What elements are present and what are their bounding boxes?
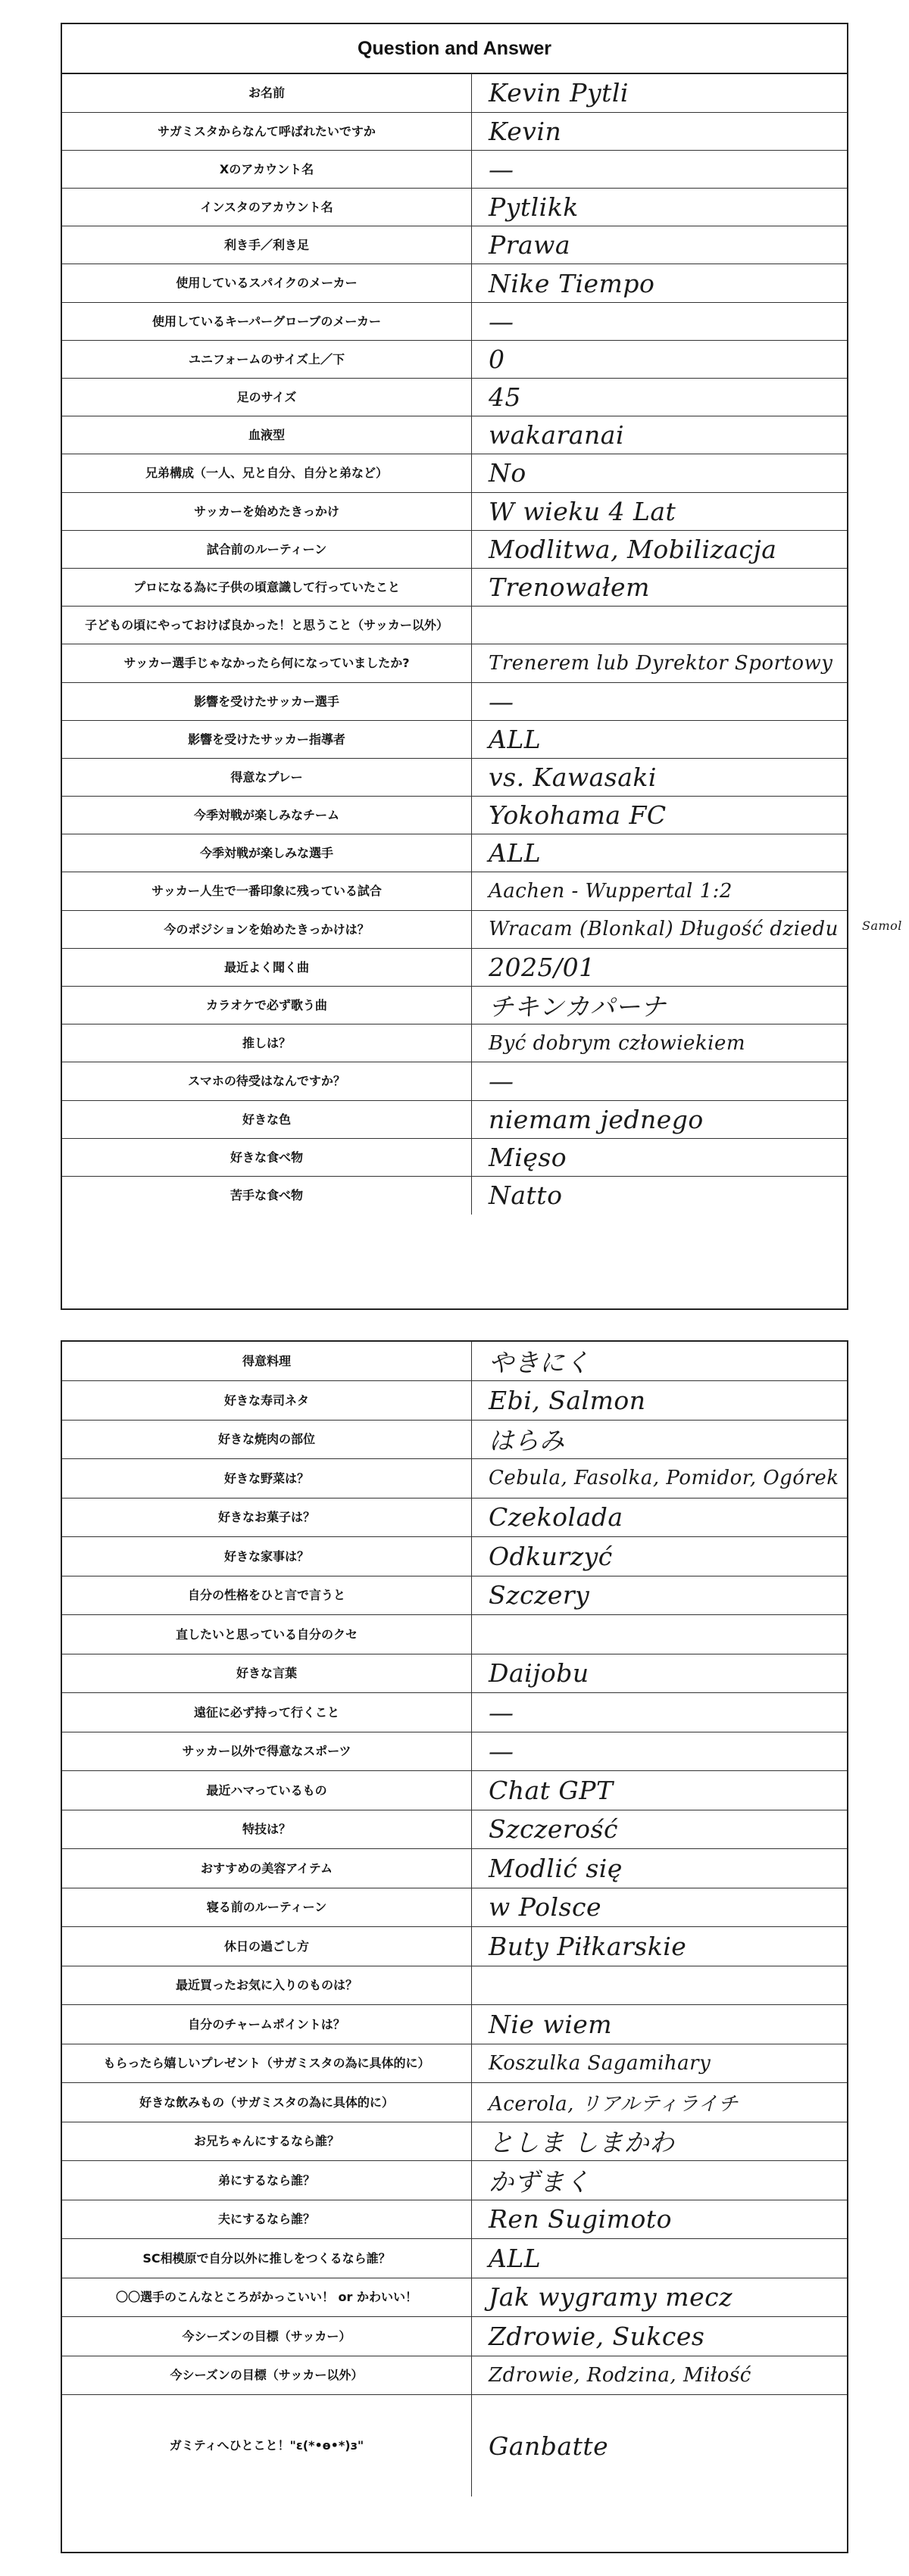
answer-text: チキンカパーナ xyxy=(489,992,667,1022)
qa-row xyxy=(62,720,847,758)
question-label: サッカー以外で得意なスポーツ xyxy=(62,1732,472,1771)
handwritten-answer xyxy=(472,1342,848,1381)
answer-text: 45 xyxy=(489,382,521,413)
qa-row xyxy=(62,2356,847,2395)
qa-row xyxy=(62,1024,847,1062)
question-label: サッカー選手じゃなかったら何になっていましたか? xyxy=(62,644,472,682)
qa-row xyxy=(62,1966,847,2005)
handwritten-answer xyxy=(472,2317,848,2356)
question-label: 血液型 xyxy=(62,416,472,454)
qa-row xyxy=(62,189,847,226)
handwritten-answer xyxy=(472,987,848,1024)
qa-row xyxy=(62,379,847,416)
qa-row xyxy=(62,910,847,948)
qa-row xyxy=(62,454,847,492)
answer-text: Prawa xyxy=(489,230,571,260)
question-label: カラオケで必ず歌う曲 xyxy=(62,987,472,1024)
question-label: 好きな食べ物 xyxy=(62,1138,472,1176)
handwritten-answer xyxy=(472,189,848,226)
qa-row xyxy=(62,758,847,796)
qa-row xyxy=(62,1927,847,1966)
handwritten-answer xyxy=(472,2005,848,2044)
qa-row xyxy=(62,1176,847,1214)
handwritten-answer xyxy=(472,1888,848,1927)
answer-text: — xyxy=(489,306,514,336)
question-label: サガミスタからなんて呼ばれたいですか xyxy=(62,112,472,150)
answer-text: Trenowałem xyxy=(489,572,650,603)
answer-text: Ren Sugimoto xyxy=(489,2204,672,2235)
handwritten-answer xyxy=(472,340,848,378)
question-label: 得意料理 xyxy=(62,1342,472,1381)
handwritten-answer xyxy=(472,1176,848,1214)
handwritten-answer xyxy=(472,720,848,758)
qa-row xyxy=(62,1849,847,1888)
answer-text: Jak wygramy mecz xyxy=(489,2282,733,2312)
question-label: 遠征に必ず持って行くこと xyxy=(62,1693,472,1732)
answer-text: Modlitwa, Mobilizacja xyxy=(489,534,777,564)
answer-text: としま しまかわ xyxy=(489,2128,675,2158)
question-label: 推しは？ xyxy=(62,1024,472,1062)
answer-text: — xyxy=(489,686,514,716)
answer-text: Pytlikk xyxy=(489,192,579,223)
qa-row xyxy=(62,1498,847,1537)
question-label: インスタのアカウント名 xyxy=(62,189,472,226)
question-label: 今シーズンの目標（サッカー） xyxy=(62,2317,472,2356)
question-label: ガミティへひとこと！"ε(*•ө•*)з" xyxy=(62,2395,472,2497)
question-label: 足のサイズ xyxy=(62,379,472,416)
question-label: ユニフォームのサイズ上／下 xyxy=(62,340,472,378)
answer-text: Chat GPT xyxy=(489,1775,614,1805)
answer-text: Kevin Pytli xyxy=(489,78,629,108)
qa-row xyxy=(62,987,847,1024)
handwritten-answer xyxy=(472,797,848,834)
handwritten-answer xyxy=(472,226,848,264)
handwritten-answer xyxy=(472,264,848,302)
handwritten-answer xyxy=(472,834,848,872)
question-label: 休日の過ごし方 xyxy=(62,1927,472,1966)
qa-row xyxy=(62,1654,847,1693)
question-label: お兄ちゃんにするなら誰？ xyxy=(62,2122,472,2161)
form-title: Question and Answer xyxy=(62,24,847,74)
question-label: 使用しているスパイクのメーカー xyxy=(62,264,472,302)
answer-text: Koszulka Sagamihary xyxy=(489,2051,711,2075)
answer-text: ALL xyxy=(489,838,542,869)
answer-overflow-text: Samol xyxy=(862,918,902,933)
handwritten-answer xyxy=(472,1654,848,1693)
qa-row xyxy=(62,607,847,644)
question-label: 自分の性格をひと言で言うと xyxy=(62,1576,472,1615)
question-label: サッカーを始めたきっかけ xyxy=(62,492,472,530)
answer-text: wakaranai xyxy=(489,420,625,451)
qa-row xyxy=(62,530,847,568)
answer-text: — xyxy=(489,1066,514,1096)
handwritten-answer xyxy=(472,948,848,986)
qa-row xyxy=(62,1381,847,1421)
question-label: 好きな焼肉の部位 xyxy=(62,1420,472,1459)
answer-text: Kevin xyxy=(489,116,562,146)
question-label: 好きな色 xyxy=(62,1100,472,1138)
answer-text: Ganbatte xyxy=(489,2431,609,2461)
handwritten-answer xyxy=(472,872,848,910)
qa-row xyxy=(62,492,847,530)
handwritten-answer xyxy=(472,2083,848,2122)
answer-text: Trenerem lub Dyrektor Sportowy xyxy=(489,651,833,675)
question-label: 使用しているキーパーグローブのメーカー xyxy=(62,302,472,340)
question-label: 〇〇選手のこんなところがかっこいい！ or かわいい！ xyxy=(62,2278,472,2317)
qa-row xyxy=(62,1537,847,1576)
handwritten-answer xyxy=(472,2161,848,2200)
answer-text: Daijobu xyxy=(489,1658,589,1689)
qa-row xyxy=(62,150,847,188)
handwritten-answer xyxy=(472,1849,848,1888)
qa-row xyxy=(62,112,847,150)
handwritten-answer xyxy=(472,2200,848,2239)
question-label: 得意なプレー xyxy=(62,758,472,796)
answer-text: Aachen - Wuppertal 1:2 xyxy=(489,880,733,903)
answer-text: Wracam (Blonkal) Długość dziedu xyxy=(489,918,839,941)
qa-row xyxy=(62,568,847,606)
question-label: 好きな寿司ネタ xyxy=(62,1381,472,1421)
handwritten-answer xyxy=(472,1459,848,1499)
question-label: 好きな言葉 xyxy=(62,1654,472,1693)
question-label: 自分のチャームポイントは？ xyxy=(62,2005,472,2044)
qa-row xyxy=(62,1342,847,1381)
handwritten-answer xyxy=(472,1381,848,1421)
qa-row xyxy=(62,2083,847,2122)
handwritten-answer xyxy=(472,2122,848,2161)
handwritten-answer xyxy=(472,1693,848,1732)
answer-text: 2025/01 xyxy=(489,952,595,982)
answer-text: w Polsce xyxy=(489,1892,601,1923)
qa-row xyxy=(62,948,847,986)
qa-row xyxy=(62,2122,847,2161)
handwritten-answer xyxy=(472,682,848,720)
handwritten-answer xyxy=(472,910,902,948)
answer-text: Zdrowie, Sukces xyxy=(489,2321,705,2351)
qa-row xyxy=(62,226,847,264)
qa-row xyxy=(62,1810,847,1849)
qa-row xyxy=(62,2005,847,2044)
question-label: 影響を受けたサッカー選手 xyxy=(62,682,472,720)
qa-row xyxy=(62,1732,847,1771)
question-label: 直したいと思っている自分のクセ xyxy=(62,1615,472,1654)
question-label: 試合前のルーティーン xyxy=(62,530,472,568)
question-label: サッカー人生で一番印象に残っている試合 xyxy=(62,872,472,910)
handwritten-answer xyxy=(472,416,848,454)
handwritten-answer xyxy=(472,2239,848,2278)
answer-text: Być dobrym człowiekiem xyxy=(489,1031,746,1055)
qa-row xyxy=(62,682,847,720)
answer-text: Yokohama FC xyxy=(489,800,667,831)
question-label: 今季対戦が楽しみな選手 xyxy=(62,834,472,872)
answer-text: — xyxy=(489,1697,514,1727)
answer-text: No xyxy=(489,458,526,488)
handwritten-answer xyxy=(472,1537,848,1576)
qa-row xyxy=(62,1138,847,1176)
qa-row xyxy=(62,872,847,910)
answer-text: vs. Kawasaki xyxy=(489,762,657,792)
handwritten-answer xyxy=(472,2044,848,2083)
qa-table-2 xyxy=(62,1342,847,2496)
answer-text: Cebula, Fasolka, Pomidor, Ogórek xyxy=(489,1467,839,1490)
qa-row xyxy=(62,74,847,112)
answer-text: かずまく xyxy=(489,2166,590,2197)
answer-text: Szczery xyxy=(489,1580,590,1611)
answer-text: — xyxy=(489,154,514,184)
handwritten-answer xyxy=(472,302,848,340)
qa-row xyxy=(62,2317,847,2356)
qa-row xyxy=(62,1771,847,1810)
question-label: プロになる為に子供の頃意識して行っていたこと xyxy=(62,568,472,606)
qa-row xyxy=(62,340,847,378)
questionnaire-sheet-1 xyxy=(61,23,902,1310)
handwritten-answer xyxy=(472,492,848,530)
answer-text: Nie wiem xyxy=(489,2009,613,2039)
question-label: 好きなお菓子は？ xyxy=(62,1498,472,1537)
handwritten-answer xyxy=(472,1420,848,1459)
handwritten-answer xyxy=(472,112,848,150)
qa-row xyxy=(62,2200,847,2239)
qa-row xyxy=(62,1615,847,1654)
question-label: 最近ハマっているもの xyxy=(62,1771,472,1810)
question-label: 寝る前のルーティーン xyxy=(62,1888,472,1927)
answer-text: Modlić się xyxy=(489,1853,623,1883)
answer-text: Odkurzyć xyxy=(489,1541,613,1571)
answer-text: Czekolada xyxy=(489,1502,623,1533)
qa-row xyxy=(62,1693,847,1732)
qa-row xyxy=(62,2278,847,2317)
qa-row xyxy=(62,302,847,340)
handwritten-answer xyxy=(472,1615,848,1654)
handwritten-answer xyxy=(472,1966,848,2005)
handwritten-answer xyxy=(472,1062,848,1100)
qa-row xyxy=(62,644,847,682)
question-label: 特技は？ xyxy=(62,1810,472,1849)
handwritten-answer xyxy=(472,607,848,644)
handwritten-answer xyxy=(472,454,848,492)
question-label: 利き手／利き足 xyxy=(62,226,472,264)
answer-text: ALL xyxy=(489,2243,542,2273)
handwritten-answer xyxy=(472,1771,848,1810)
qa-row xyxy=(62,834,847,872)
answer-text: やきにく xyxy=(489,1348,590,1377)
handwritten-answer xyxy=(472,1576,848,1615)
qa-row xyxy=(62,797,847,834)
handwritten-answer xyxy=(472,74,848,112)
question-label: 苦手な食べ物 xyxy=(62,1176,472,1214)
answer-text: 0 xyxy=(489,344,505,374)
qa-row xyxy=(62,1576,847,1615)
answer-text: Ebi, Salmon xyxy=(489,1385,646,1415)
question-label: 好きな飲みもの（サガミスタの為に具体的に） xyxy=(62,2083,472,2122)
handwritten-answer xyxy=(472,644,848,682)
answer-text: はらみ xyxy=(489,1426,565,1456)
handwritten-answer xyxy=(472,1138,848,1176)
answer-text: ALL xyxy=(489,724,542,754)
answer-text: Natto xyxy=(489,1180,563,1211)
handwritten-answer xyxy=(472,150,848,188)
handwritten-answer xyxy=(472,758,848,796)
qa-row xyxy=(62,2395,847,2497)
question-label: Xのアカウント名 xyxy=(62,150,472,188)
handwritten-answer xyxy=(472,1810,848,1849)
answer-text: Buty Piłkarskie xyxy=(489,1931,687,1961)
qa-table-1 xyxy=(62,74,902,1215)
answer-text: Zdrowie, Rodzina, Miłość xyxy=(489,2363,751,2387)
question-label: おすすめの美容アイテム xyxy=(62,1849,472,1888)
handwritten-answer xyxy=(472,568,848,606)
handwritten-answer xyxy=(472,2278,848,2317)
qa-row xyxy=(62,264,847,302)
handwritten-answer xyxy=(472,1498,848,1537)
question-label: 最近よく聞く曲 xyxy=(62,948,472,986)
question-label: 影響を受けたサッカー指導者 xyxy=(62,720,472,758)
qa-row xyxy=(62,2239,847,2278)
question-label: 今季対戦が楽しみなチーム xyxy=(62,797,472,834)
handwritten-answer xyxy=(472,1927,848,1966)
question-label: SC相模原で自分以外に推しをつくるなら誰？ xyxy=(62,2239,472,2278)
handwritten-answer xyxy=(472,1732,848,1771)
question-label: 子どもの頃にやっておけば良かった！と思うこと（サッカー以外） xyxy=(62,607,472,644)
answer-text: Mięso xyxy=(489,1142,567,1172)
qa-row xyxy=(62,2161,847,2200)
questionnaire-sheet-2 xyxy=(61,1340,848,2553)
handwritten-answer xyxy=(472,530,848,568)
question-label: 兄弟構成（一人、兄と自分、自分と弟など） xyxy=(62,454,472,492)
answer-text: — xyxy=(489,1736,514,1767)
question-label: 好きな家事は？ xyxy=(62,1537,472,1576)
handwritten-answer xyxy=(472,379,848,416)
question-label: お名前 xyxy=(62,74,472,112)
question-label: 好きな野菜は？ xyxy=(62,1459,472,1499)
question-label: スマホの待受はなんですか？ xyxy=(62,1062,472,1100)
question-label: 今のポジションを始めたきっかけは？ xyxy=(62,910,472,948)
handwritten-answer xyxy=(472,2356,848,2395)
qa-row xyxy=(62,1062,847,1100)
answer-text: Nike Tiempo xyxy=(489,268,655,298)
qa-row xyxy=(62,1459,847,1499)
qa-row xyxy=(62,1888,847,1927)
answer-text: W wieku 4 Lat xyxy=(489,496,676,526)
handwritten-answer xyxy=(472,2395,848,2497)
qa-row xyxy=(62,416,847,454)
answer-text: Acerola, リアルティライチ xyxy=(489,2092,739,2116)
answer-text: Szczerość xyxy=(489,1814,618,1845)
qa-row xyxy=(62,1100,847,1138)
question-label: 弟にするなら誰？ xyxy=(62,2161,472,2200)
question-label: 今シーズンの目標（サッカー以外） xyxy=(62,2356,472,2395)
qa-row xyxy=(62,1420,847,1459)
question-label: 夫にするなら誰？ xyxy=(62,2200,472,2239)
handwritten-answer xyxy=(472,1100,848,1138)
question-label: もらったら嬉しいプレゼント（サガミスタの為に具体的に） xyxy=(62,2044,472,2083)
answer-text: niemam jednego xyxy=(489,1104,704,1134)
handwritten-answer xyxy=(472,1024,848,1062)
question-label: 最近買ったお気に入りのものは？ xyxy=(62,1966,472,2005)
qa-row xyxy=(62,2044,847,2083)
